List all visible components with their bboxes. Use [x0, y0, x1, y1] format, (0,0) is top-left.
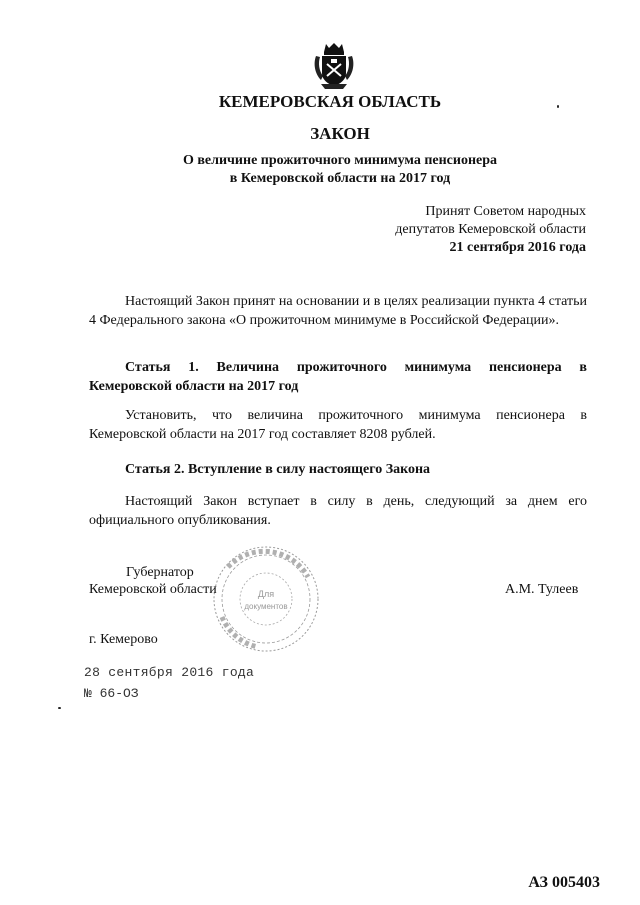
- governor-region: Кемеровской области: [89, 582, 217, 597]
- article-1-text: Установить, что величина прожиточного минимума пенсионера в Кемеровской области на 2017 год составляет 8208 рублей.: [89, 408, 587, 442]
- adoption-block: [326, 203, 586, 257]
- law-title-line-1: О величине прожиточного минимума пенсионера: [182, 153, 498, 168]
- document-type: ЗАКОН: [310, 124, 370, 143]
- official-stamp: [198, 537, 338, 657]
- scan-speck: [58, 707, 61, 709]
- law-title-line-2: в Кемеровской области на 2017 год: [229, 171, 451, 186]
- law-number: № 66-ОЗ: [84, 686, 139, 701]
- serial-number: АЗ 005403: [528, 874, 600, 891]
- adoption-line-1: Принят Советом народных: [425, 204, 586, 219]
- article-2-heading: Статья 2. Вступление в силу настоящего Закона: [125, 462, 431, 477]
- region-title: КЕМЕРОВСКАЯ ОБЛАСТЬ: [218, 92, 442, 111]
- governor-title: Губернатор: [126, 565, 194, 580]
- adoption-line-2: депутатов Кемеровской области: [395, 222, 586, 237]
- adoption-date: 21 сентября 2016 года: [449, 240, 586, 255]
- governor-name: А.М. Тулеев: [505, 582, 579, 597]
- preamble-paragraph: Настоящий Закон принят на основании и в целях реализации пункта 4 статьи 4 Федерального закона «О прожиточном минимуме в Российской Федерации».: [89, 294, 587, 328]
- scan-speck: [557, 105, 559, 108]
- stamped-date: 28 сентября 2016 года: [84, 665, 255, 680]
- law-title: [0, 152, 640, 188]
- article-1-heading: Статья 1. Величина прожиточного минимума пенсионера в Кемеровской области на 2017 год: [89, 360, 587, 394]
- stamp-text-line-1: Для: [257, 589, 275, 599]
- city: г. Кемерово: [89, 632, 158, 647]
- stamp-text-line-2: документов: [244, 602, 288, 611]
- coat-of-arms-icon: [313, 40, 355, 90]
- article-2-text: Настоящий Закон вступает в силу в день, следующий за днем его официального опубликования.: [89, 494, 587, 528]
